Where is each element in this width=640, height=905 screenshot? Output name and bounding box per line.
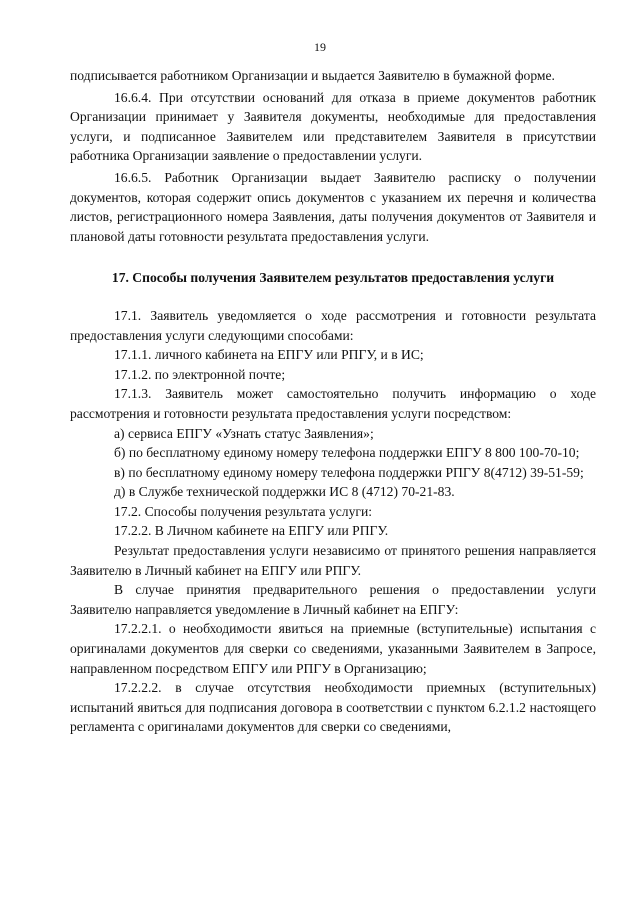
paragraph-17-2-2: 17.2.2. В Личном кабинете на ЕПГУ или РПГУ. <box>114 523 389 539</box>
paragraph-17-2-2-1: 17.2.2.1. о необходимости явиться на приемные (вступительные) испытания с оригиналами документов для сверки со сведениями, указанными Заявителем в Запросе, направленном посредством ЕПГУ или РПГУ в Организацию; <box>70 621 596 676</box>
paragraph-17-1: 17.1. Заявитель уведомляется о ходе рассмотрения и готовности результата предоставления услуги следующими способами: <box>70 307 596 343</box>
list-item-a: а) сервиса ЕПГУ «Узнать статус Заявления»; <box>114 425 374 441</box>
paragraph-preliminary-decision: В случае принятия предварительного решения о предоставлении услуги Заявителю направляется уведомление в Личный кабинет на ЕПГУ: <box>70 582 596 617</box>
paragraph-17-2-2-2: 17.2.2.2. в случае отсутствия необходимости приемных (вступительных) испытаний явиться для подписания договора в соответствии с пунктом 6.2.1.2 настоящего регламента с оригиналами документов для сверки со сведениями, <box>70 680 596 735</box>
paragraph-16-6-5: 16.6.5. Работник Организации выдает Заявителю расписку о получении документов, которая содержит опись документов с указанием их перечня и количества листов, регистрационного номера Заявления, даты получения документов от Заявителя и плановой даты готовности результата предоставления услуги. <box>70 169 596 244</box>
paragraph-17-1-2: 17.1.2. по электронной почте; <box>114 366 286 382</box>
list-item-b: б) по бесплатному единому номеру телефона поддержки ЕПГУ 8 800 100-70-10; <box>114 445 580 461</box>
document-body <box>70 66 596 737</box>
paragraph-17-1-3: 17.1.3. Заявитель может самостоятельно получить информацию о ходе рассмотрения и готовности результата предоставления услуги посредством: <box>70 386 596 421</box>
paragraph-17-1-1: 17.1.1. личного кабинета на ЕПГУ или РПГУ, и в ИС; <box>114 347 424 363</box>
paragraph-result: Результат предоставления услуги независимо от принятого решения направляется Заявителю в Личный кабинет на ЕПГУ или РПГУ. <box>70 543 596 578</box>
list-item-d: д) в Службе технической поддержки ИС 8 (4712) 70-21-83. <box>114 484 455 500</box>
list-item-v: в) по бесплатному единому номеру телефона поддержки РПГУ 8(4712) 39-51-59; <box>114 464 584 480</box>
paragraph-17-2: 17.2. Способы получения результата услуги: <box>114 503 372 519</box>
page-number: 19 <box>314 40 326 54</box>
paragraph-16-6-4: 16.6.4. При отсутствии оснований для отказа в приеме документов работник Организации принимает у Заявителя документы, необходимые для предоставления услуги, и подписанное Заявителем или представителем Заявителя в присутствии работника Организации заявление о предоставлении услуги. <box>70 89 596 164</box>
paragraph-continuation: подписывается работником Организации и выдается Заявителю в бумажной форме. <box>70 68 555 83</box>
section-heading-17: 17. Способы получения Заявителем результатов предоставления услуги <box>111 270 555 286</box>
